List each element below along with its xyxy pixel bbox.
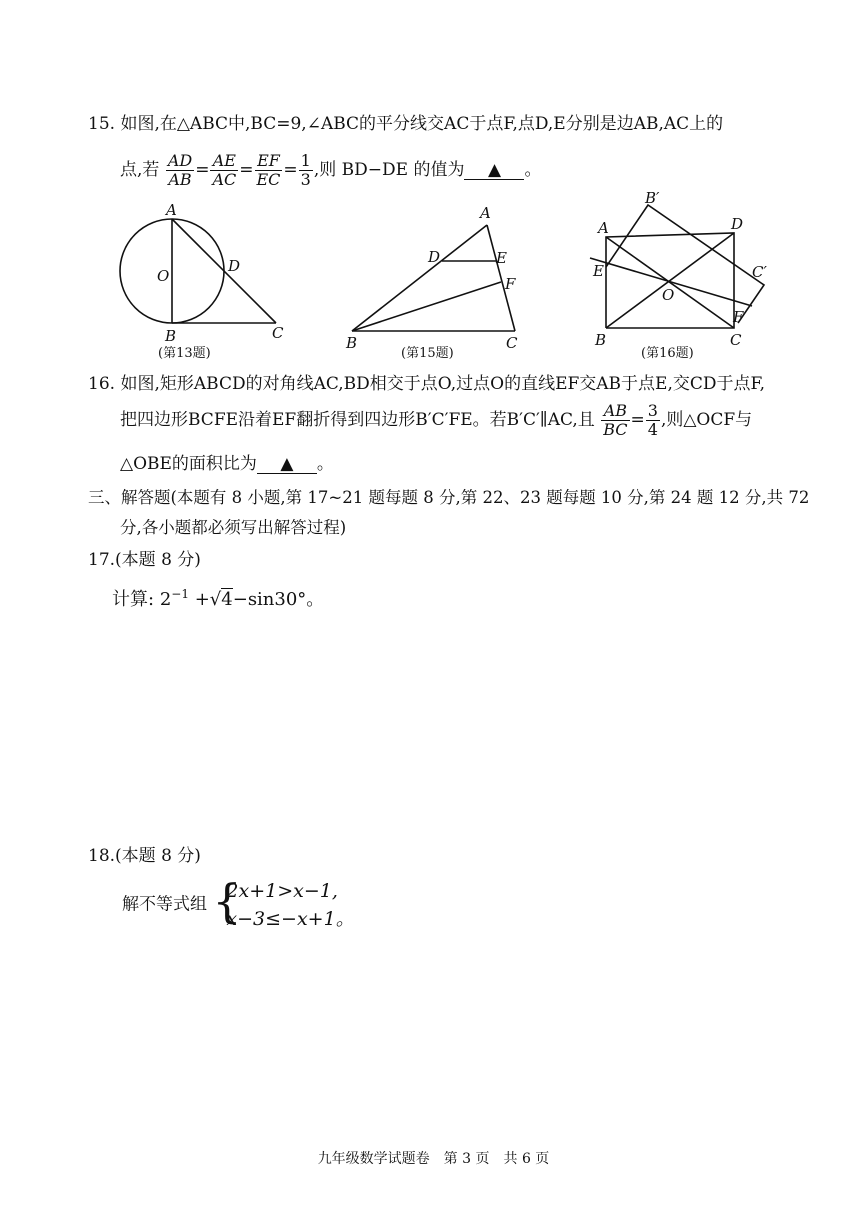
q17-heading: 17.(本题 8 分) <box>88 550 201 570</box>
q16-text-2b: ,则△OCF与 <box>660 410 753 430</box>
q15-fraction-ad-ab: $\frac{AD}{AB}$ <box>167 151 193 189</box>
q16-answer-blank: ▲ <box>257 455 317 474</box>
q16-fraction-ab-bc: $\frac{AB}{BC}$ <box>603 401 628 439</box>
section3-heading-line1: 三、解答题(本题有 8 小题,第 17~21 题每题 8 分,第 22、23 题每题 10 分,第 24 题 12 分,共 72 <box>88 488 810 507</box>
fig13-label-c: C <box>272 324 284 342</box>
fig15-caption: (第15题) <box>401 346 454 361</box>
fig16-label-a: A <box>598 219 609 237</box>
q17-rest: −sin30°。 <box>232 589 325 610</box>
q15-end: 。 <box>524 160 542 180</box>
fig15-label-d: D <box>428 248 441 266</box>
fig13-caption: (第13题) <box>158 346 211 361</box>
q16-line1 <box>88 372 765 396</box>
inequality-row-2: x−3≤−x+1。 <box>226 907 355 930</box>
q15-number: 15. <box>88 114 116 134</box>
section3-heading-line2: 分,各小题都必须写出解答过程) <box>120 518 347 537</box>
q15-fraction-ef-ec: $\frac{EF}{EC}$ <box>256 151 281 189</box>
sqrt-icon: √ <box>209 589 222 610</box>
q17-prefix: 计算: <box>112 589 155 610</box>
fig13-label-o: O <box>157 267 170 285</box>
q16-text-2a: 把四边形BCFE沿着EF翻折得到四边形B′C′FE。若B′C′∥AC,且 <box>120 410 595 430</box>
fig16-label-f: F <box>733 308 744 326</box>
q17-expression <box>112 582 324 612</box>
q17-exponent: −1 <box>171 587 189 601</box>
fig13-label-b: B <box>165 327 177 345</box>
q16-number: 16. <box>88 374 116 394</box>
fig16-label-e: E <box>593 262 604 280</box>
fig16-label-b: B <box>595 331 607 349</box>
q16-line3 <box>120 452 334 476</box>
q18-system <box>122 873 355 933</box>
q15-fraction-one-third: $\frac{1}{3}$ <box>300 151 311 189</box>
q16-text-3: △OBE的面积比为 <box>120 454 257 474</box>
fig16-label-c-prime: C′ <box>752 263 767 281</box>
q15-fraction-ae-ac: $\frac{AE}{AC}$ <box>212 151 237 189</box>
fig13-label-d: D <box>228 257 241 275</box>
figure-15 <box>352 225 515 331</box>
q16-line2: 把四边形BCFE沿着EF翻折得到四边形B′C′FE。若B′C′∥AC,且 $\frac{AB}{BC}$ = $\frac{3}{4}$ ,则△OCF与 <box>120 401 753 439</box>
fig15-label-f: F <box>505 275 516 293</box>
q15-line2: 点,若 $\frac{AD}{AB}$ = $\frac{AE}{AC}$ = $\frac{EF}{EC}$ = $\frac{1}{3}$ ,则 BD−DE 的值为 ▲ 。 <box>120 151 542 189</box>
q17-base: 2 <box>159 589 172 610</box>
q15-text-2a: 点,若 <box>120 160 160 180</box>
q17-sqrt-arg: 4 <box>221 589 233 610</box>
fig13-label-a: A <box>166 201 177 219</box>
figures-row <box>0 185 867 375</box>
fig16-label-d: D <box>731 215 744 233</box>
q15-text-1: 如图,在△ABC中,BC=9,∠ABC的平分线交AC于点F,点D,E分别是边AB,AC上的 <box>120 114 724 134</box>
q15-text-2b: ,则 BD−DE 的值为 <box>313 160 465 180</box>
q16-end: 。 <box>316 454 334 474</box>
q17-plus: + <box>194 589 210 610</box>
page-footer: 九年级数学试题卷 第 3 页 共 6 页 <box>317 1151 550 1167</box>
q16-text-1: 如图,矩形ABCD的对角线AC,BD相交于点O,过点O的直线EF交AB于点E,交CD于点F, <box>120 374 766 394</box>
fig16-label-o: O <box>662 286 675 304</box>
fig15-label-a: A <box>480 204 491 222</box>
brace-icon: { <box>212 873 242 928</box>
fig16-caption: (第16题) <box>641 346 694 361</box>
q15-answer-blank: ▲ <box>464 161 524 180</box>
fig15-label-e: E <box>496 249 507 267</box>
inequality-row-1: 2x+1>x−1, <box>226 879 338 902</box>
fig16-label-b-prime: B′ <box>645 189 660 207</box>
inequality-system <box>212 873 355 933</box>
fig15-label-b: B <box>346 334 358 352</box>
q18-prefix: 解不等式组 <box>122 894 207 915</box>
q18-heading: 18.(本题 8 分) <box>88 846 201 866</box>
figure-13 <box>120 219 276 323</box>
fig15-label-c: C <box>506 334 518 352</box>
fig16-label-c: C <box>730 331 742 349</box>
q16-fraction-three-quarters: $\frac{3}{4}$ <box>647 401 658 439</box>
q15-line1 <box>88 112 723 136</box>
